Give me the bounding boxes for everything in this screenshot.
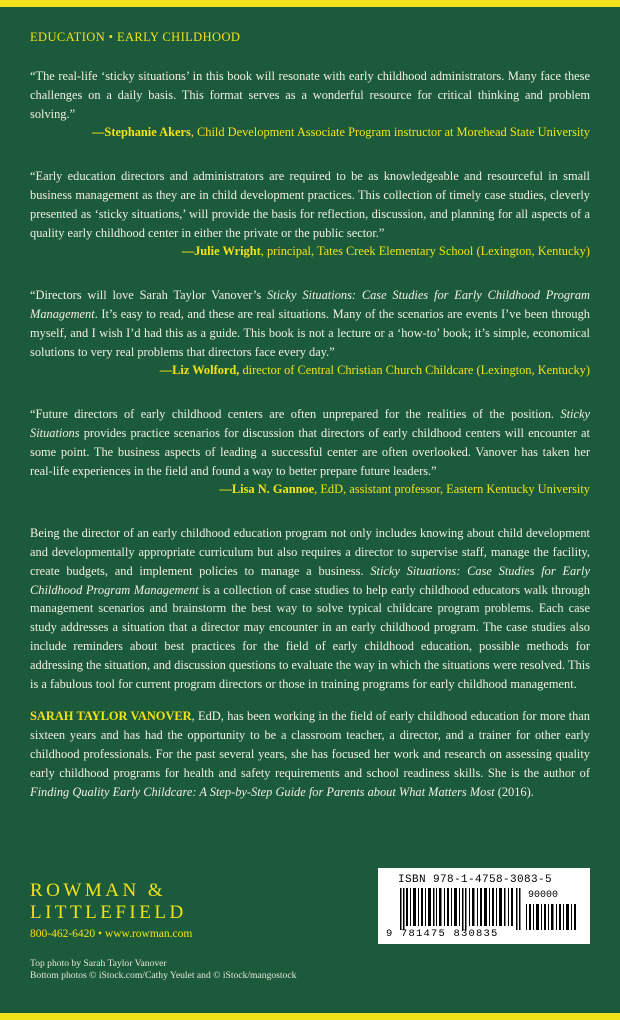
quote-author: —Liz Wolford, bbox=[159, 363, 240, 378]
top-yellow-bar bbox=[0, 0, 620, 7]
quote-text-part: provides practice scenarios for discussion that directors of early childhood centers will encounter at some point. The business aspects of leading a successful center are often overlooked. Vanover has taken her real-life experiences in the field and found a way to better prepare future leaders.” bbox=[30, 425, 590, 478]
isbn-barcode bbox=[378, 868, 590, 944]
quote-text bbox=[30, 286, 590, 361]
book-title: Sticky Situations bbox=[30, 407, 590, 440]
other-book-title: Finding Quality Early Childcare: A Step-by-Step Guide for Parents about What Matters Most bbox=[30, 784, 495, 799]
cover-text bbox=[30, 30, 590, 801]
quote-role: director of Central Christian Church Childcare (Lexington, Kentucky) bbox=[239, 363, 590, 378]
photo-credit-line: Top photo by Sarah Taylor Vanover bbox=[30, 958, 167, 969]
quote-2 bbox=[30, 167, 590, 261]
publisher-contact: 800-462-6420 • www.rowman.com bbox=[30, 928, 193, 940]
author-bio bbox=[30, 707, 590, 801]
quote-text-part: . It’s easy to read, and these are real situations. Many of the scenarios are events I’ve been through myself, and I wish I’d had this as a guide. This book is not a lecture or a ‘how-to’ book; it’s simple, economical solutions to very real problems that directors face every day.” bbox=[30, 306, 590, 359]
quote-1 bbox=[30, 67, 590, 142]
quote-text: “Early education directors and administrators are required to be as knowledgeable and resourceful in small business management as they are in child development practices. This collection of timely case studies, cleverly presented as ‘sticky situations,’ will provide the basis for reflection, discussion, and planning for all aspects of a quality early childhood center in either the private or the public sector.” bbox=[30, 169, 590, 240]
quote-text bbox=[30, 405, 590, 480]
quote-3 bbox=[30, 286, 590, 380]
publisher-logo-line-2: LITTLEFIELD bbox=[30, 902, 187, 923]
quote-author: —Julie Wright bbox=[181, 244, 261, 259]
quote-attribution bbox=[30, 480, 590, 499]
quote-4 bbox=[30, 405, 590, 499]
quote-text: “The real-life ‘sticky situations’ in this book will resonate with early childhood administrators. Many face these challenges on a daily basis. This format serves as a wonderful resource for critical thinking and problem solving.” bbox=[30, 69, 590, 121]
quote-text-part: “Future directors of early childhood centers are often unprepared for the realities of the position. bbox=[30, 407, 561, 422]
category-label: EDUCATION • EARLY CHILDHOOD bbox=[30, 30, 241, 44]
barcode-digits: 9 781475 830835 bbox=[386, 928, 499, 940]
quote-author: —Lisa N. Gannoe bbox=[219, 482, 315, 497]
bio-part: (2016). bbox=[494, 784, 534, 799]
publisher-block bbox=[30, 880, 192, 940]
isbn-number: ISBN 978-1-4758-3083-5 bbox=[398, 874, 553, 886]
barcode-price-code: 90000 bbox=[528, 890, 559, 901]
quote-role: , Child Development Associate Program instructor at Morehead State University bbox=[190, 125, 590, 140]
quote-text-part: “Directors will love Sarah Taylor Vanover’s bbox=[30, 288, 267, 303]
book-title: Sticky Situations: Case Studies for Early Childhood Program Management bbox=[30, 288, 590, 321]
description-part: is a collection of case studies to help early childhood educators walk through management scenarios and brainstorm the best way to solve typical childcare program problems. Each case study addresses a situation that a director may encounter in an early childhood program. The case studies also include reminders about best practices for the field of early childhood education, possible methods for addressing the situation, and discussion questions to evaluate the way in which the situations were resolved. This is a fabulous tool for current program directors or those in training programs for early childhood management. bbox=[30, 582, 590, 691]
quote-attribution bbox=[30, 242, 590, 261]
description-part: Being the director of an early childhood education program not only includes knowing about child development and developmentally appropriate curriculum but also requires a director to supervise staff, manage the facility, create budgets, and implement policies to manage a business. bbox=[30, 526, 590, 578]
book-title: Sticky Situations: Case Studies for Early Childhood Program Management bbox=[30, 563, 590, 597]
author-name: SARAH TAYLOR VANOVER bbox=[30, 709, 192, 724]
bio-part: , EdD, has been working in the field of early childhood education for more than sixteen years and has had the opportunity to be a classroom teacher, a director, and a trainer for other early childhood professionals. For the past several years, she has focused her work and research on assessing quality early childhood programs for health and safety requirements and school readiness skills. She is the author of bbox=[30, 709, 590, 780]
book-description bbox=[30, 524, 590, 693]
quote-attribution bbox=[30, 361, 590, 380]
bottom-yellow-bar bbox=[0, 1013, 620, 1020]
publisher-logo-line-1: ROWMAN & bbox=[30, 880, 167, 901]
photo-credit-line: Bottom photos © iStock.com/Cathy Yeulet and © iStock/mangostock bbox=[30, 969, 297, 981]
quote-author: —Stephanie Akers bbox=[92, 125, 191, 140]
quote-role: , EdD, assistant professor, Eastern Kentucky University bbox=[314, 482, 590, 497]
photo-credits bbox=[30, 958, 296, 981]
quote-role: , principal, Tates Creek Elementary School (Lexington, Kentucky) bbox=[260, 244, 590, 259]
quote-attribution bbox=[30, 123, 590, 142]
